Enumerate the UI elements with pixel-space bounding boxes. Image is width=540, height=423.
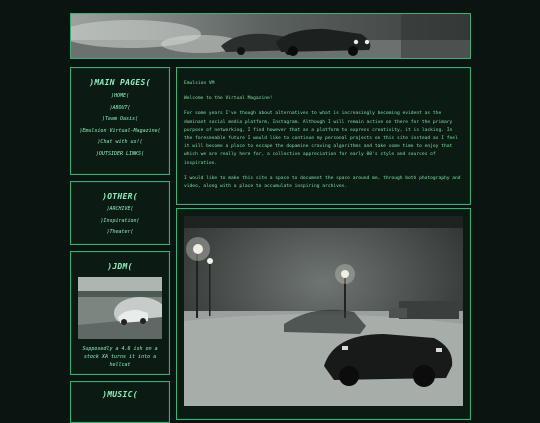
article-title: Emulsion VM [184, 81, 215, 86]
main-pages-nav [70, 67, 170, 175]
nav-link-team-oasis[interactable]: )Team Oasis( [101, 116, 139, 122]
article-greeting: Welcome to the Virtual Magazine! [184, 96, 273, 102]
jdm-heading: )JDM( [107, 262, 133, 271]
drift-night-photo [184, 216, 463, 406]
nav-link-about[interactable]: )ABOUT( [109, 104, 131, 111]
nav-link-inspiration[interactable]: )Inspiration( [100, 217, 140, 224]
article-paragraph-2: I would like to make this site a space to document the space around me, through both photography and video, along with a place to accumulate inspiring archives. [184, 175, 461, 190]
jdm-drift-thumbnail [78, 277, 162, 339]
music-panel [70, 381, 170, 423]
music-heading: )MUSIC( [102, 390, 138, 399]
jdm-panel [70, 251, 170, 375]
photo-panel [176, 208, 471, 420]
main-pages-heading: )MAIN PAGES( [89, 78, 151, 87]
other-heading: )OTHER( [102, 192, 138, 201]
drift-cars-banner [71, 14, 470, 58]
other-nav [70, 181, 170, 245]
jdm-caption: Supposedly a 4.6 ish on a stock XA turns it into a hellcat [82, 346, 158, 368]
nav-link-chat[interactable]: )Chat with us!( [97, 139, 143, 145]
article-paragraph-1: For some years I've though about alternatives to what is increasingly becoming evident as the dominant social media platform, Instagram. Although I will remain active on there for the primary purpose of networking, I find however that as a platform to express creativity, it is lacking. In the foreseeable future I would like to continue my personal projects on this site instead as I feel it will become a place to escape the dopamine craving algorithms and take some time to enjoy that which we are really here for, a collective appreciation for early 00's style and sources of inspiration. [184, 111, 458, 166]
nav-link-theater[interactable]: )Theater( [106, 229, 134, 235]
nav-link-archive[interactable]: )ARCHIVE( [106, 206, 134, 212]
nav-link-outsider-links[interactable]: )OUTSIDER LINKS( [95, 150, 145, 157]
nav-link-home[interactable]: )HOME( [110, 93, 130, 99]
header-banner-image [70, 13, 471, 59]
nav-link-emulsion-virtual-magazine[interactable]: )Emulsion Virtual-Magazine( [79, 127, 161, 134]
article-panel [176, 67, 471, 205]
